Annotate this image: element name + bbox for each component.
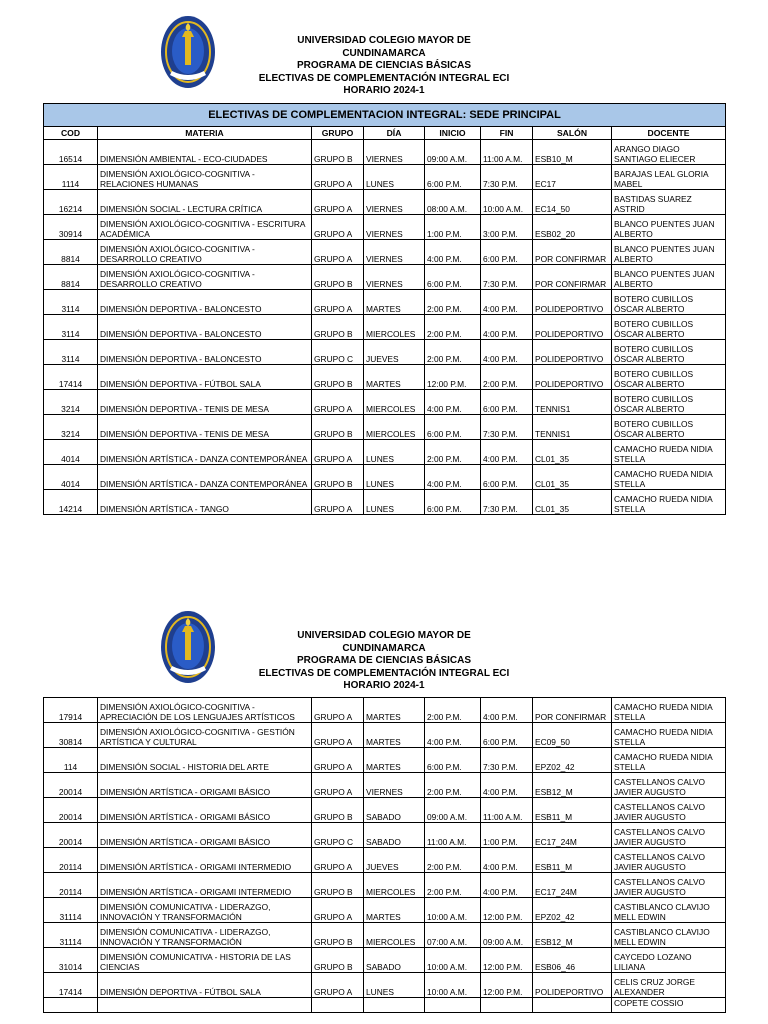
cell-docente: BOTERO CUBILLOS ÓSCAR ALBERTO [612,365,726,390]
cell-salon: ESB11_M [533,848,612,873]
header-line-university: UNIVERSIDAD COLEGIO MAYOR DE [297,630,471,641]
cell-docente: BLANCO PUENTES JUAN ALBERTO [612,265,726,290]
cell-inicio: 2:00 P.M. [425,848,481,873]
cell-inicio: 6:00 P.M. [425,748,481,773]
cell-salon: POLIDEPORTIVO [533,973,612,998]
table-row [44,140,726,165]
cell-cod: 3214 [44,415,98,440]
cell-dia: LUNES [364,973,425,998]
cell-grupo: GRUPO A [312,773,364,798]
cell-materia [98,998,312,1013]
header-line-program: PROGRAMA DE CIENCIAS BÁSICAS [296,60,472,72]
cell-fin: 11:00 A.M. [481,140,533,165]
cell-grupo: GRUPO A [312,390,364,415]
cell-cod: 3114 [44,290,98,315]
table-row [44,698,726,723]
cell-inicio: 2:00 P.M. [425,873,481,898]
schedule-table-page-2 [43,697,726,1013]
document-header [250,35,518,98]
cell-inicio: 2:00 P.M. [425,698,481,723]
cell-cod: 31114 [44,923,98,948]
cell-dia: SABADO [364,948,425,973]
table-row [44,315,726,340]
cell-cod: 30814 [44,723,98,748]
cell-fin: 4:00 P.M. [481,340,533,365]
university-seal-logo [160,15,216,89]
cell-docente: CAMACHO RUEDA NIDIA STELLA [612,748,726,773]
table-row [44,240,726,265]
cell-docente: BASTIDAS SUAREZ ASTRID [612,190,726,215]
cell-cod: 30914 [44,215,98,240]
cell-fin [481,998,533,1013]
cell-materia: DIMENSIÓN DEPORTIVA - BALONCESTO [98,315,312,340]
cell-fin: 7:30 P.M. [481,265,533,290]
col-header-salon: SALÓN [533,127,612,140]
cell-cod: 3114 [44,340,98,365]
cell-grupo: GRUPO C [312,823,364,848]
cell-materia: DIMENSIÓN AXIOLÓGICO-COGNITIVA - APRECIACIÓN DE LOS LENGUAJES ARTÍSTICOS [98,698,312,723]
document-header [250,630,518,693]
cell-docente: BLANCO PUENTES JUAN ALBERTO [612,240,726,265]
cell-salon: EC09_50 [533,723,612,748]
cell-dia: MARTES [364,723,425,748]
cell-inicio: 10:00 A.M. [425,948,481,973]
cell-grupo: GRUPO A [312,748,364,773]
cell-dia: VIERNES [364,140,425,165]
cell-inicio: 11:00 A.M. [425,823,481,848]
cell-grupo [312,998,364,1013]
cell-materia: DIMENSIÓN COMUNICATIVA - LIDERAZGO, INNOVACIÓN Y TRANSFORMACIÓN [98,923,312,948]
table-row [44,923,726,948]
cell-materia: DIMENSIÓN COMUNICATIVA - LIDERAZGO, INNOVACIÓN Y TRANSFORMACIÓN [98,898,312,923]
cell-inicio: 10:00 A.M. [425,898,481,923]
cell-inicio [425,998,481,1013]
table-row [44,415,726,440]
header-line-program: PROGRAMA DE CIENCIAS BÁSICAS [296,655,472,667]
cell-inicio: 10:00 A.M. [425,973,481,998]
cell-fin: 4:00 P.M. [481,315,533,340]
cell-materia: DIMENSIÓN ARTÍSTICA - ORIGAMI INTERMEDIO [98,873,312,898]
cell-inicio: 09:00 A.M. [425,140,481,165]
cell-inicio: 2:00 P.M. [425,773,481,798]
cell-materia: DIMENSIÓN AMBIENTAL - ECO-CIUDADES [98,140,312,165]
cell-docente: BOTERO CUBILLOS ÓSCAR ALBERTO [612,340,726,365]
cell-inicio: 4:00 P.M. [425,465,481,490]
cell-materia: DIMENSIÓN SOCIAL - HISTORIA DEL ARTE [98,748,312,773]
cell-dia: MIERCOLES [364,315,425,340]
table-row [44,873,726,898]
schedule-table-page-1 [43,103,726,515]
cell-salon: POR CONFIRMAR [533,698,612,723]
cell-cod: 8814 [44,265,98,290]
col-header-dia: DÍA [364,127,425,140]
cell-grupo: GRUPO B [312,415,364,440]
cell-inicio: 4:00 P.M. [425,240,481,265]
cell-dia: LUNES [364,490,425,515]
cell-cod: 1114 [44,165,98,190]
cell-fin: 2:00 P.M. [481,365,533,390]
cell-inicio: 07:00 A.M. [425,923,481,948]
cell-inicio: 4:00 P.M. [425,723,481,748]
table-row [44,340,726,365]
cell-docente: CASTELLANOS CALVO JAVIER AUGUSTO [612,798,726,823]
cell-docente: BARAJAS LEAL GLORIA MABEL [612,165,726,190]
cell-inicio: 2:00 P.M. [425,315,481,340]
cell-grupo: GRUPO B [312,315,364,340]
cell-cod: 20014 [44,773,98,798]
cell-grupo: GRUPO A [312,723,364,748]
cell-cod: 17414 [44,973,98,998]
cell-grupo: GRUPO A [312,440,364,465]
cell-dia: MIERCOLES [364,415,425,440]
cell-fin: 4:00 P.M. [481,440,533,465]
cell-fin: 4:00 P.M. [481,290,533,315]
cell-grupo: GRUPO A [312,215,364,240]
col-header-cod: COD [44,127,98,140]
cell-cod: 20014 [44,823,98,848]
cell-docente: BLANCO PUENTES JUAN ALBERTO [612,215,726,240]
cell-grupo: GRUPO B [312,265,364,290]
cell-docente: CAMACHO RUEDA NIDIA STELLA [612,490,726,515]
cell-salon: ESB10_M [533,140,612,165]
cell-dia: VIERNES [364,265,425,290]
cell-salon: ESB06_46 [533,948,612,973]
cell-dia: SABADO [364,798,425,823]
table-row [44,190,726,215]
table-row [44,215,726,240]
cell-inicio: 6:00 P.M. [425,165,481,190]
cell-docente: CASTELLANOS CALVO JAVIER AUGUSTO [612,848,726,873]
cell-fin: 11:00 A.M. [481,798,533,823]
cell-cod: 114 [44,748,98,773]
cell-dia: VIERNES [364,215,425,240]
cell-grupo: GRUPO B [312,798,364,823]
cell-salon: EC14_50 [533,190,612,215]
header-line-title: ELECTIVAS DE COMPLEMENTACIÓN INTEGRAL ECI [258,72,510,84]
cell-inicio: 6:00 P.M. [425,265,481,290]
cell-fin: 12:00 P.M. [481,898,533,923]
cell-docente: CAYCEDO LOZANO LILIANA [612,948,726,973]
cell-grupo: GRUPO B [312,873,364,898]
cell-salon: POR CONFIRMAR [533,265,612,290]
cell-fin: 7:30 P.M. [481,415,533,440]
cell-salon [533,998,612,1013]
cell-dia: VIERNES [364,240,425,265]
cell-docente: COPETE COSSIO [612,998,726,1013]
cell-docente: BOTERO CUBILLOS ÓSCAR ALBERTO [612,290,726,315]
cell-salon: TENNIS1 [533,390,612,415]
col-header-materia: MATERIA [98,127,312,140]
cell-salon: EC17_24M [533,873,612,898]
table-row [44,490,726,515]
cell-materia: DIMENSIÓN DEPORTIVA - TENIS DE MESA [98,390,312,415]
cell-cod: 20114 [44,873,98,898]
cell-grupo: GRUPO A [312,490,364,515]
cell-docente: ARANGO DIAGO SANTIAGO ELIECER [612,140,726,165]
cell-docente: CASTIBLANCO CLAVIJO MELL EDWIN [612,898,726,923]
table-row [44,748,726,773]
cell-materia: DIMENSIÓN ARTÍSTICA - ORIGAMI BÁSICO [98,773,312,798]
cell-salon: EPZ02_42 [533,898,612,923]
cell-docente: BOTERO CUBILLOS ÓSCAR ALBERTO [612,315,726,340]
cell-inicio: 2:00 P.M. [425,290,481,315]
cell-grupo: GRUPO B [312,365,364,390]
cell-grupo: GRUPO A [312,290,364,315]
cell-salon: CL01_35 [533,465,612,490]
table-row [44,390,726,415]
cell-docente: CASTIBLANCO CLAVIJO MELL EDWIN [612,923,726,948]
cell-fin: 6:00 P.M. [481,723,533,748]
cell-cod: 3114 [44,315,98,340]
cell-salon: EPZ02_42 [533,748,612,773]
table-row [44,165,726,190]
table-row [44,973,726,998]
col-header-docente: DOCENTE [612,127,726,140]
cell-salon: ESB02_20 [533,215,612,240]
cell-dia [364,998,425,1013]
cell-inicio: 6:00 P.M. [425,415,481,440]
cell-dia: MARTES [364,698,425,723]
table-row [44,365,726,390]
table-row [44,773,726,798]
cell-materia: DIMENSIÓN ARTÍSTICA - DANZA CONTEMPORÁNEA [98,440,312,465]
cell-materia: DIMENSIÓN AXIOLÓGICO-COGNITIVA - DESARROLLO CREATIVO [98,240,312,265]
cell-cod: 16214 [44,190,98,215]
header-line-region: CUNDINAMARCA [342,642,426,654]
cell-fin: 6:00 P.M. [481,390,533,415]
cell-materia: DIMENSIÓN ARTÍSTICA - ORIGAMI BÁSICO [98,823,312,848]
cell-fin: 7:30 P.M. [481,490,533,515]
cell-grupo: GRUPO C [312,340,364,365]
cell-fin: 7:30 P.M. [481,165,533,190]
cell-inicio: 6:00 P.M. [425,490,481,515]
table-row [44,265,726,290]
cell-dia: LUNES [364,465,425,490]
cell-dia: VIERNES [364,190,425,215]
cell-dia: MIERCOLES [364,873,425,898]
cell-inicio: 09:00 A.M. [425,798,481,823]
cell-fin: 12:00 P.M. [481,948,533,973]
cell-materia: DIMENSIÓN DEPORTIVA - TENIS DE MESA [98,415,312,440]
cell-fin: 1:00 P.M. [481,823,533,848]
cell-docente: CASTELLANOS CALVO JAVIER AUGUSTO [612,873,726,898]
cell-grupo: GRUPO A [312,898,364,923]
cell-materia: DIMENSIÓN ARTÍSTICA - TANGO [98,490,312,515]
university-seal-logo [160,610,216,684]
cell-docente: CAMACHO RUEDA NIDIA STELLA [612,723,726,748]
cell-materia: DIMENSIÓN AXIOLÓGICO-COGNITIVA - GESTIÓN ARTÍSTICA Y CULTURAL [98,723,312,748]
cell-grupo: GRUPO B [312,140,364,165]
cell-grupo: GRUPO A [312,165,364,190]
cell-salon: TENNIS1 [533,415,612,440]
cell-docente: CELIS CRUZ JORGE ALEXANDER [612,973,726,998]
table-row [44,898,726,923]
table-row [44,290,726,315]
cell-docente: CASTELLANOS CALVO JAVIER AUGUSTO [612,773,726,798]
cell-dia: MARTES [364,290,425,315]
cell-grupo: GRUPO A [312,190,364,215]
cell-dia: MARTES [364,365,425,390]
table-row [44,823,726,848]
cell-materia: DIMENSIÓN AXIOLÓGICO-COGNITIVA - ESCRITURA ACADÉMICA [98,215,312,240]
cell-cod: 31014 [44,948,98,973]
cell-salon: EC17_24M [533,823,612,848]
table-row [44,465,726,490]
cell-fin: 7:30 P.M. [481,748,533,773]
cell-cod: 31114 [44,898,98,923]
cell-grupo: GRUPO A [312,848,364,873]
cell-docente: BOTERO CUBILLOS ÓSCAR ALBERTO [612,390,726,415]
cell-fin: 4:00 P.M. [481,773,533,798]
table-row [44,848,726,873]
table-banner: ELECTIVAS DE COMPLEMENTACION INTEGRAL: SEDE PRINCIPAL [44,104,726,127]
cell-salon: CL01_35 [533,440,612,465]
cell-grupo: GRUPO A [312,973,364,998]
header-line-schedule: HORARIO 2024-1 [343,680,425,692]
cell-salon: POLIDEPORTIVO [533,290,612,315]
cell-materia: DIMENSIÓN ARTÍSTICA - ORIGAMI BÁSICO [98,798,312,823]
cell-fin: 6:00 P.M. [481,240,533,265]
cell-fin: 4:00 P.M. [481,698,533,723]
cell-dia: SABADO [364,823,425,848]
cell-dia: MIERCOLES [364,923,425,948]
cell-dia: LUNES [364,440,425,465]
cell-salon: ESB12_M [533,773,612,798]
header-line-title: ELECTIVAS DE COMPLEMENTACIÓN INTEGRAL ECI [258,667,510,679]
column-header-row [44,127,726,140]
cell-materia: DIMENSIÓN ARTÍSTICA - ORIGAMI INTERMEDIO [98,848,312,873]
cell-materia: DIMENSIÓN ARTÍSTICA - DANZA CONTEMPORÁNEA [98,465,312,490]
cell-cod: 20114 [44,848,98,873]
cell-grupo: GRUPO B [312,465,364,490]
cell-grupo: GRUPO B [312,948,364,973]
cell-cod [44,998,98,1013]
cell-materia: DIMENSIÓN DEPORTIVA - BALONCESTO [98,290,312,315]
cell-cod: 20014 [44,798,98,823]
cell-cod: 3214 [44,390,98,415]
cell-salon: ESB12_M [533,923,612,948]
cell-inicio: 12:00 P.M. [425,365,481,390]
cell-fin: 10:00 A.M. [481,190,533,215]
cell-materia: DIMENSIÓN COMUNICATIVA - HISTORIA DE LAS CIENCIAS [98,948,312,973]
cell-dia: VIERNES [364,773,425,798]
table-row [44,948,726,973]
cell-fin: 09:00 A.M. [481,923,533,948]
cell-salon: POLIDEPORTIVO [533,315,612,340]
cell-salon: CL01_35 [533,490,612,515]
cell-dia: MIERCOLES [364,390,425,415]
cell-grupo: GRUPO A [312,698,364,723]
cell-fin: 6:00 P.M. [481,465,533,490]
cell-cod: 17414 [44,365,98,390]
cell-grupo: GRUPO B [312,923,364,948]
table-row [44,998,726,1013]
cell-fin: 3:00 P.M. [481,215,533,240]
cell-materia: DIMENSIÓN SOCIAL - LECTURA CRÍTICA [98,190,312,215]
cell-salon: POLIDEPORTIVO [533,340,612,365]
cell-cod: 4014 [44,440,98,465]
cell-materia: DIMENSIÓN DEPORTIVA - BALONCESTO [98,340,312,365]
cell-dia: JUEVES [364,340,425,365]
cell-docente: CAMACHO RUEDA NIDIA STELLA [612,465,726,490]
cell-inicio: 4:00 P.M. [425,390,481,415]
header-line-university: UNIVERSIDAD COLEGIO MAYOR DE [297,35,471,46]
cell-fin: 12:00 P.M. [481,973,533,998]
cell-inicio: 08:00 A.M. [425,190,481,215]
cell-dia: MARTES [364,898,425,923]
cell-dia: LUNES [364,165,425,190]
cell-salon: ESB11_M [533,798,612,823]
cell-grupo: GRUPO A [312,240,364,265]
cell-dia: JUEVES [364,848,425,873]
cell-docente: CAMACHO RUEDA NIDIA STELLA [612,698,726,723]
cell-fin: 4:00 P.M. [481,848,533,873]
header-line-schedule: HORARIO 2024-1 [343,85,425,97]
cell-inicio: 1:00 P.M. [425,215,481,240]
cell-materia: DIMENSIÓN DEPORTIVA - FÚTBOL SALA [98,973,312,998]
cell-docente: CAMACHO RUEDA NIDIA STELLA [612,440,726,465]
cell-cod: 17914 [44,698,98,723]
cell-materia: DIMENSIÓN AXIOLÓGICO-COGNITIVA - RELACIONES HUMANAS [98,165,312,190]
table-row [44,798,726,823]
cell-salon: EC17 [533,165,612,190]
cell-inicio: 2:00 P.M. [425,440,481,465]
cell-cod: 16514 [44,140,98,165]
cell-salon: POR CONFIRMAR [533,240,612,265]
header-line-region: CUNDINAMARCA [342,47,426,59]
table-row [44,440,726,465]
table-row [44,723,726,748]
cell-materia: DIMENSIÓN DEPORTIVA - FÚTBOL SALA [98,365,312,390]
cell-docente: BOTERO CUBILLOS ÓSCAR ALBERTO [612,415,726,440]
cell-salon: POLIDEPORTIVO [533,365,612,390]
cell-materia: DIMENSIÓN AXIOLÓGICO-COGNITIVA - DESARROLLO CREATIVO [98,265,312,290]
cell-dia: MARTES [364,748,425,773]
cell-cod: 8814 [44,240,98,265]
cell-cod: 14214 [44,490,98,515]
col-header-inicio: INICIO [425,127,481,140]
col-header-fin: FIN [481,127,533,140]
cell-inicio: 2:00 P.M. [425,340,481,365]
col-header-grupo: GRUPO [312,127,364,140]
cell-docente: CASTELLANOS CALVO JAVIER AUGUSTO [612,823,726,848]
cell-fin: 4:00 P.M. [481,873,533,898]
cell-cod: 4014 [44,465,98,490]
